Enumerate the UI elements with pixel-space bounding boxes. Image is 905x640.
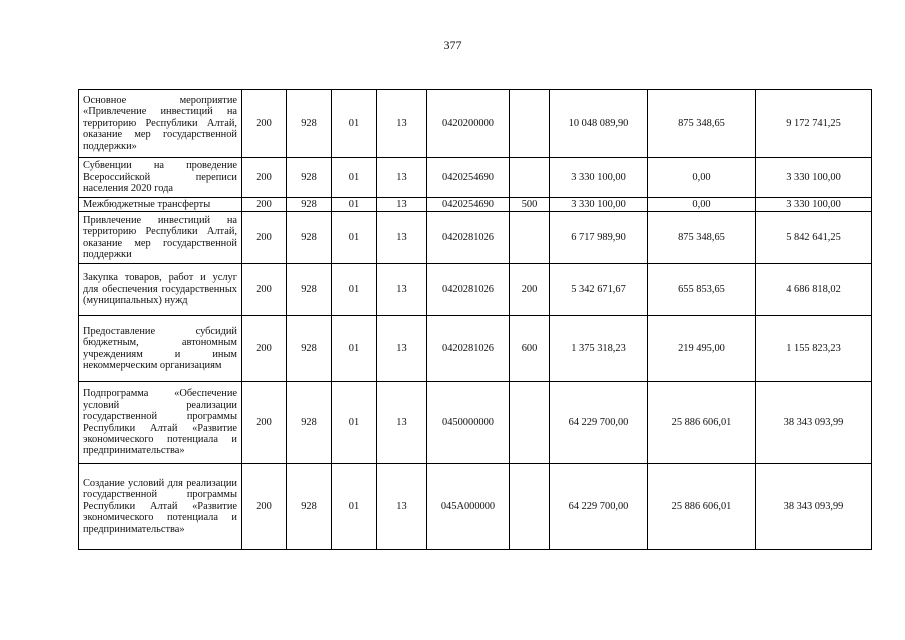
row-target-article-cell: 0420254690 — [427, 198, 510, 212]
row-amount-executed-cell: 25 886 606,01 — [648, 382, 756, 464]
row-section-cell: 01 — [332, 316, 377, 382]
table-row — [79, 158, 872, 198]
row-amount-approved-cell: 64 229 700,00 — [550, 464, 648, 550]
row-code-cell: 200 — [242, 90, 287, 158]
row-ministry-cell: 928 — [287, 90, 332, 158]
table-row — [79, 382, 872, 464]
row-amount-approved-cell: 3 330 100,00 — [550, 198, 648, 212]
row-amount-executed-cell: 219 495,00 — [648, 316, 756, 382]
row-name-cell: Создание условий для реализации государственной программы Республики Алтай «Развитие экономического потенциала и предпринимательства» — [79, 464, 242, 550]
row-name-cell: Основное мероприятие «Привлечение инвестиций на территорию Республики Алтай, оказание мер государственной поддержки» — [79, 90, 242, 158]
row-amount-approved-cell: 10 048 089,90 — [550, 90, 648, 158]
row-amount-approved-cell: 5 342 671,67 — [550, 264, 648, 316]
row-section-cell: 01 — [332, 264, 377, 316]
row-amount-remaining-cell: 1 155 823,23 — [756, 316, 872, 382]
row-amount-approved-cell: 6 717 989,90 — [550, 212, 648, 264]
row-subsection-cell: 13 — [377, 90, 427, 158]
row-amount-remaining-cell: 3 330 100,00 — [756, 198, 872, 212]
row-target-article-cell: 0450000000 — [427, 382, 510, 464]
row-section-cell: 01 — [332, 90, 377, 158]
row-name-cell: Предоставление субсидий бюджетным, автономным учреждениям и иным некоммерческим организациям — [79, 316, 242, 382]
row-expense-type-cell: 200 — [510, 264, 550, 316]
row-amount-remaining-cell: 38 343 093,99 — [756, 382, 872, 464]
budget-table — [78, 89, 872, 550]
row-subsection-cell: 13 — [377, 264, 427, 316]
row-subsection-cell: 13 — [377, 212, 427, 264]
row-expense-type-cell — [510, 158, 550, 198]
table-row — [79, 198, 872, 212]
row-amount-remaining-cell: 5 842 641,25 — [756, 212, 872, 264]
row-subsection-cell: 13 — [377, 382, 427, 464]
row-amount-approved-cell: 64 229 700,00 — [550, 382, 648, 464]
row-code-cell: 200 — [242, 464, 287, 550]
row-name-cell: Субвенции на проведение Всероссийской переписи населения 2020 года — [79, 158, 242, 198]
row-ministry-cell: 928 — [287, 198, 332, 212]
row-section-cell: 01 — [332, 158, 377, 198]
table-row — [79, 90, 872, 158]
row-amount-executed-cell: 25 886 606,01 — [648, 464, 756, 550]
row-amount-remaining-cell: 3 330 100,00 — [756, 158, 872, 198]
row-target-article-cell: 0420281026 — [427, 212, 510, 264]
row-code-cell: 200 — [242, 212, 287, 264]
row-ministry-cell: 928 — [287, 158, 332, 198]
row-subsection-cell: 13 — [377, 158, 427, 198]
row-ministry-cell: 928 — [287, 264, 332, 316]
row-name-cell: Закупка товаров, работ и услуг для обеспечения государственных (муниципальных) нужд — [79, 264, 242, 316]
row-amount-remaining-cell: 4 686 818,02 — [756, 264, 872, 316]
row-expense-type-cell: 500 — [510, 198, 550, 212]
row-target-article-cell: 0420281026 — [427, 264, 510, 316]
row-amount-remaining-cell: 9 172 741,25 — [756, 90, 872, 158]
row-section-cell: 01 — [332, 464, 377, 550]
row-code-cell: 200 — [242, 264, 287, 316]
row-amount-executed-cell: 655 853,65 — [648, 264, 756, 316]
row-ministry-cell: 928 — [287, 382, 332, 464]
row-ministry-cell: 928 — [287, 316, 332, 382]
row-expense-type-cell — [510, 464, 550, 550]
row-code-cell: 200 — [242, 198, 287, 212]
row-target-article-cell: 045A000000 — [427, 464, 510, 550]
row-subsection-cell: 13 — [377, 464, 427, 550]
row-amount-approved-cell: 3 330 100,00 — [550, 158, 648, 198]
row-target-article-cell: 0420200000 — [427, 90, 510, 158]
row-code-cell: 200 — [242, 158, 287, 198]
table-row — [79, 316, 872, 382]
row-expense-type-cell — [510, 382, 550, 464]
row-expense-type-cell — [510, 90, 550, 158]
table-row — [79, 464, 872, 550]
row-ministry-cell: 928 — [287, 464, 332, 550]
row-target-article-cell: 0420254690 — [427, 158, 510, 198]
row-section-cell: 01 — [332, 212, 377, 264]
row-subsection-cell: 13 — [377, 198, 427, 212]
row-ministry-cell: 928 — [287, 212, 332, 264]
row-amount-remaining-cell: 38 343 093,99 — [756, 464, 872, 550]
row-section-cell: 01 — [332, 198, 377, 212]
row-code-cell: 200 — [242, 382, 287, 464]
row-expense-type-cell — [510, 212, 550, 264]
table-row — [79, 212, 872, 264]
row-name-cell: Подпрограмма «Обеспечение условий реализации государственной программы Республики Алтай «Развитие экономического потенциала и предпринимательства» — [79, 382, 242, 464]
row-expense-type-cell: 600 — [510, 316, 550, 382]
row-section-cell: 01 — [332, 382, 377, 464]
row-amount-executed-cell: 875 348,65 — [648, 212, 756, 264]
row-amount-executed-cell: 875 348,65 — [648, 90, 756, 158]
row-name-cell: Межбюджетные трансферты — [79, 198, 242, 212]
row-amount-approved-cell: 1 375 318,23 — [550, 316, 648, 382]
row-amount-executed-cell: 0,00 — [648, 158, 756, 198]
row-name-cell: Привлечение инвестиций на территорию Республики Алтай, оказание мер государственной поддержки — [79, 212, 242, 264]
row-amount-executed-cell: 0,00 — [648, 198, 756, 212]
table-row — [79, 264, 872, 316]
row-target-article-cell: 0420281026 — [427, 316, 510, 382]
row-code-cell: 200 — [242, 316, 287, 382]
page-number: 377 — [443, 38, 462, 52]
row-subsection-cell: 13 — [377, 316, 427, 382]
